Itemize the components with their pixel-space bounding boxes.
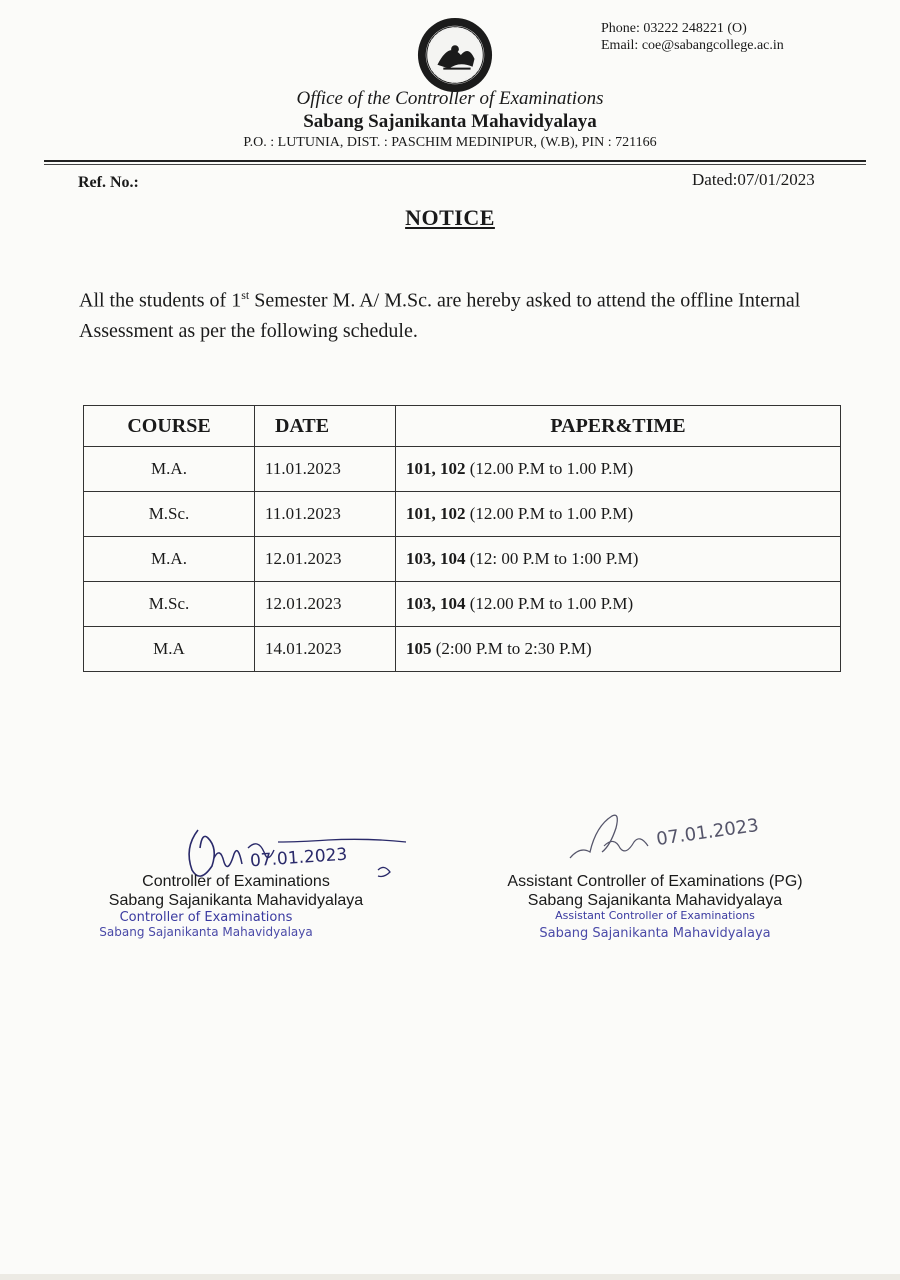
schedule-table [83, 405, 841, 672]
assistant-controller-title: Assistant Controller of Examinations (PG) [507, 873, 803, 890]
table-row [84, 582, 841, 627]
right-handwritten-date: 07.01.2023 [655, 814, 761, 851]
date-cell: 14.01.2023 [255, 627, 396, 672]
assistant-controller-stamp-title: Assistant Controller of Examinations [555, 909, 755, 922]
email-text: Email: coe@sabangcollege.ac.in [601, 38, 784, 53]
header-course: COURSE [84, 406, 255, 447]
date-cell: 12.01.2023 [255, 582, 396, 627]
date-cell: 11.01.2023 [255, 492, 396, 537]
page-bottom-edge [0, 1274, 900, 1280]
ordinal-suffix: st [241, 288, 250, 302]
assistant-controller-signature-block [470, 872, 840, 941]
course-cell: M.A [84, 627, 255, 672]
controller-stamp-college: Sabang Sajanikanta Mahavidyalaya [99, 925, 313, 939]
paper-codes: 105 [406, 639, 432, 658]
controller-college: Sabang Sajanikanta Mahavidyalaya [108, 892, 364, 909]
paper-time-cell [396, 447, 841, 492]
paper-time: (12.00 P.M to 1.00 P.M) [465, 459, 634, 478]
controller-signature-block [78, 872, 394, 940]
paper-time: (12.00 P.M to 1.00 P.M) [465, 594, 634, 613]
header-paper-time: PAPER&TIME [396, 406, 841, 447]
header-divider-thin [44, 164, 866, 165]
left-handwritten-date: 07.01.2023 [249, 844, 348, 872]
paper-time-cell [396, 537, 841, 582]
paper-codes: 101, 102 [406, 504, 466, 523]
assistant-controller-college: Sabang Sajanikanta Mahavidyalaya [527, 892, 783, 909]
paper-time: (12.00 P.M to 1.00 P.M) [465, 504, 634, 523]
controller-title: Controller of Examinations [142, 873, 330, 890]
college-seal-icon [416, 16, 494, 94]
course-cell: M.Sc. [84, 492, 255, 537]
header-divider [44, 160, 866, 162]
paper-time: (2:00 P.M to 2:30 P.M) [431, 639, 592, 658]
letterhead [0, 88, 900, 151]
course-cell: M.A. [84, 537, 255, 582]
paper-time-cell [396, 582, 841, 627]
header-date: DATE [255, 406, 396, 447]
paper-time-cell [396, 492, 841, 537]
assistant-controller-signature [560, 806, 660, 870]
college-name: Sabang Sajanikanta Mahavidyalaya [303, 111, 597, 132]
paper-codes: 103, 104 [406, 549, 466, 568]
department-name: Office of the Controller of Examinations [296, 88, 604, 109]
table-row [84, 627, 841, 672]
notice-title: NOTICE [405, 205, 495, 230]
notice-body-rest: Semester M. A/ M.Sc. are hereby asked to attend the offline Internal Assessment as per the following schedule. [79, 289, 801, 342]
table-row [84, 447, 841, 492]
paper-codes: 103, 104 [406, 594, 466, 613]
course-cell: M.Sc. [84, 582, 255, 627]
notice-body-start: All the students of 1 [79, 289, 242, 312]
phone-text: Phone: 03222 248221 (O) [601, 21, 747, 36]
paper-time-cell [396, 627, 841, 672]
notice-body [79, 280, 839, 346]
paper-time: (12: 00 P.M to 1:00 P.M) [465, 549, 639, 568]
contact-info [601, 20, 784, 54]
notice-date: Dated:07/01/2023 [692, 170, 815, 189]
table-header-row [84, 406, 841, 447]
ref-number-label: Ref. No.: [78, 174, 139, 191]
table-row [84, 537, 841, 582]
date-cell: 12.01.2023 [255, 537, 396, 582]
paper-codes: 101, 102 [406, 459, 466, 478]
assistant-controller-stamp-college: Sabang Sajanikanta Mahavidyalaya [539, 926, 771, 941]
date-cell: 11.01.2023 [255, 447, 396, 492]
table-row [84, 492, 841, 537]
controller-stamp-title: Controller of Examinations [119, 910, 293, 925]
course-cell: M.A. [84, 447, 255, 492]
college-address: P.O. : LUTUNIA, DIST. : PASCHIM MEDINIPUR, (W.B), PIN : 721166 [243, 135, 657, 150]
